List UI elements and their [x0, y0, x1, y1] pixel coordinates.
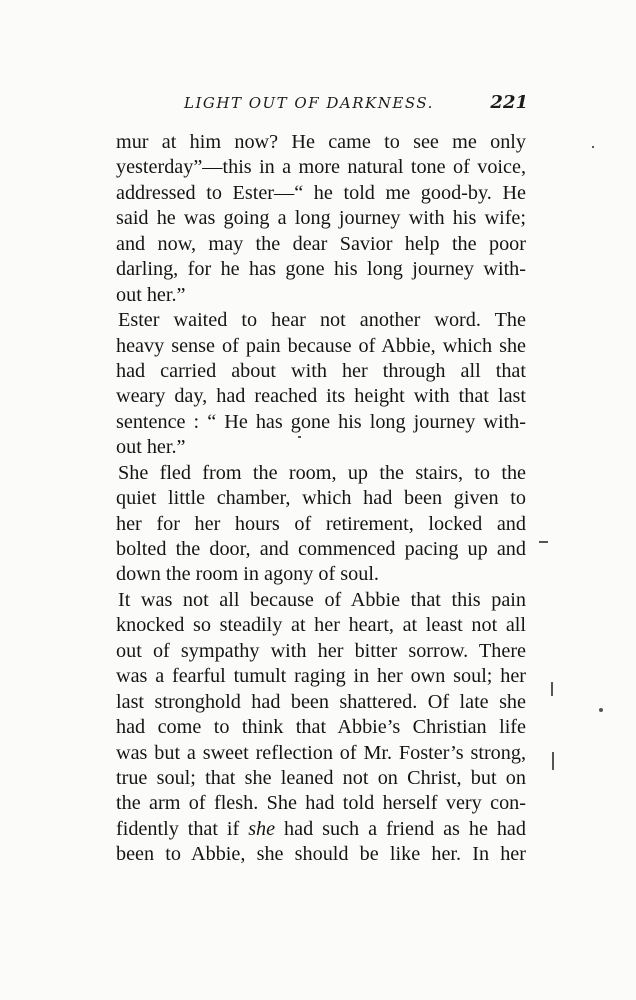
text-line: was a fearful tumult raging in her own soul; her [116, 665, 526, 688]
text-line: had carried about with her through all that [116, 359, 526, 382]
speck [539, 541, 548, 543]
text-line: was but a sweet reflection of Mr. Foster’s strong, [116, 741, 526, 764]
running-title: LIGHT OUT OF DARKNESS. [184, 94, 434, 112]
paragraph-1 [116, 130, 526, 308]
text-line: It was not all because of Abbie that this pain [118, 588, 526, 611]
text-run: fidently that if [116, 817, 249, 840]
text-line: heavy sense of pain because of Abbie, which she [116, 334, 526, 357]
text-line: quiet little chamber, which had been given to [116, 487, 526, 510]
text-line: She fled from the room, up the stairs, to the [118, 461, 526, 484]
text-line: last stronghold had been shattered. Of late she [116, 690, 526, 713]
text-line: her for her hours of retirement, locked and [116, 512, 526, 535]
text-line: weary day, had reached its height with that last [116, 385, 526, 408]
text-line: out of sympathy with her bitter sorrow. There [116, 639, 526, 662]
text-line [116, 817, 526, 842]
paragraph-4 [116, 588, 526, 868]
text-line: down the room in agony of soul. [116, 563, 379, 586]
speck [298, 436, 301, 438]
text-line: said he was going a long journey with his wife; [116, 207, 526, 230]
text-line: the arm of flesh. She had told herself very con- [116, 792, 526, 815]
speck [551, 682, 553, 696]
paragraph-2 [116, 308, 526, 461]
speck [552, 752, 554, 770]
text-line: out her.” [116, 283, 186, 306]
text-line: been to Abbie, she should be like her. In her [116, 843, 526, 866]
page-number: 221 [490, 92, 528, 113]
text-run: had such a friend as he had [275, 817, 526, 840]
text-line: had come to think that Abbie’s Christian life [116, 716, 526, 739]
speck [599, 708, 603, 712]
body-text [116, 130, 526, 868]
running-head [120, 94, 540, 122]
emphasized-word: she [248, 817, 276, 840]
text-line: out her.” [116, 436, 186, 459]
text-line: bolted the door, and commenced pacing up and [116, 538, 526, 560]
text-line: addressed to Ester—“ he told me good-by. He [116, 181, 526, 204]
speck [592, 146, 594, 148]
text-line: sentence : “ He has gone his long journey with- [116, 410, 526, 433]
paragraph-3 [116, 461, 526, 588]
text-line: and now, may the dear Savior help the poor [116, 232, 526, 255]
text-line: Ester waited to hear not another word. The [118, 309, 526, 332]
text-line: true soul; that she leaned not on Christ, but on [116, 766, 526, 789]
text-line: darling, for he has gone his long journey with- [116, 258, 526, 281]
text-line: knocked so steadily at her heart, at least not all [116, 614, 526, 637]
text-line: mur at him now? He came to see me only [116, 131, 526, 153]
text-line: yesterday”—this in a more natural tone of voice, [116, 156, 526, 179]
